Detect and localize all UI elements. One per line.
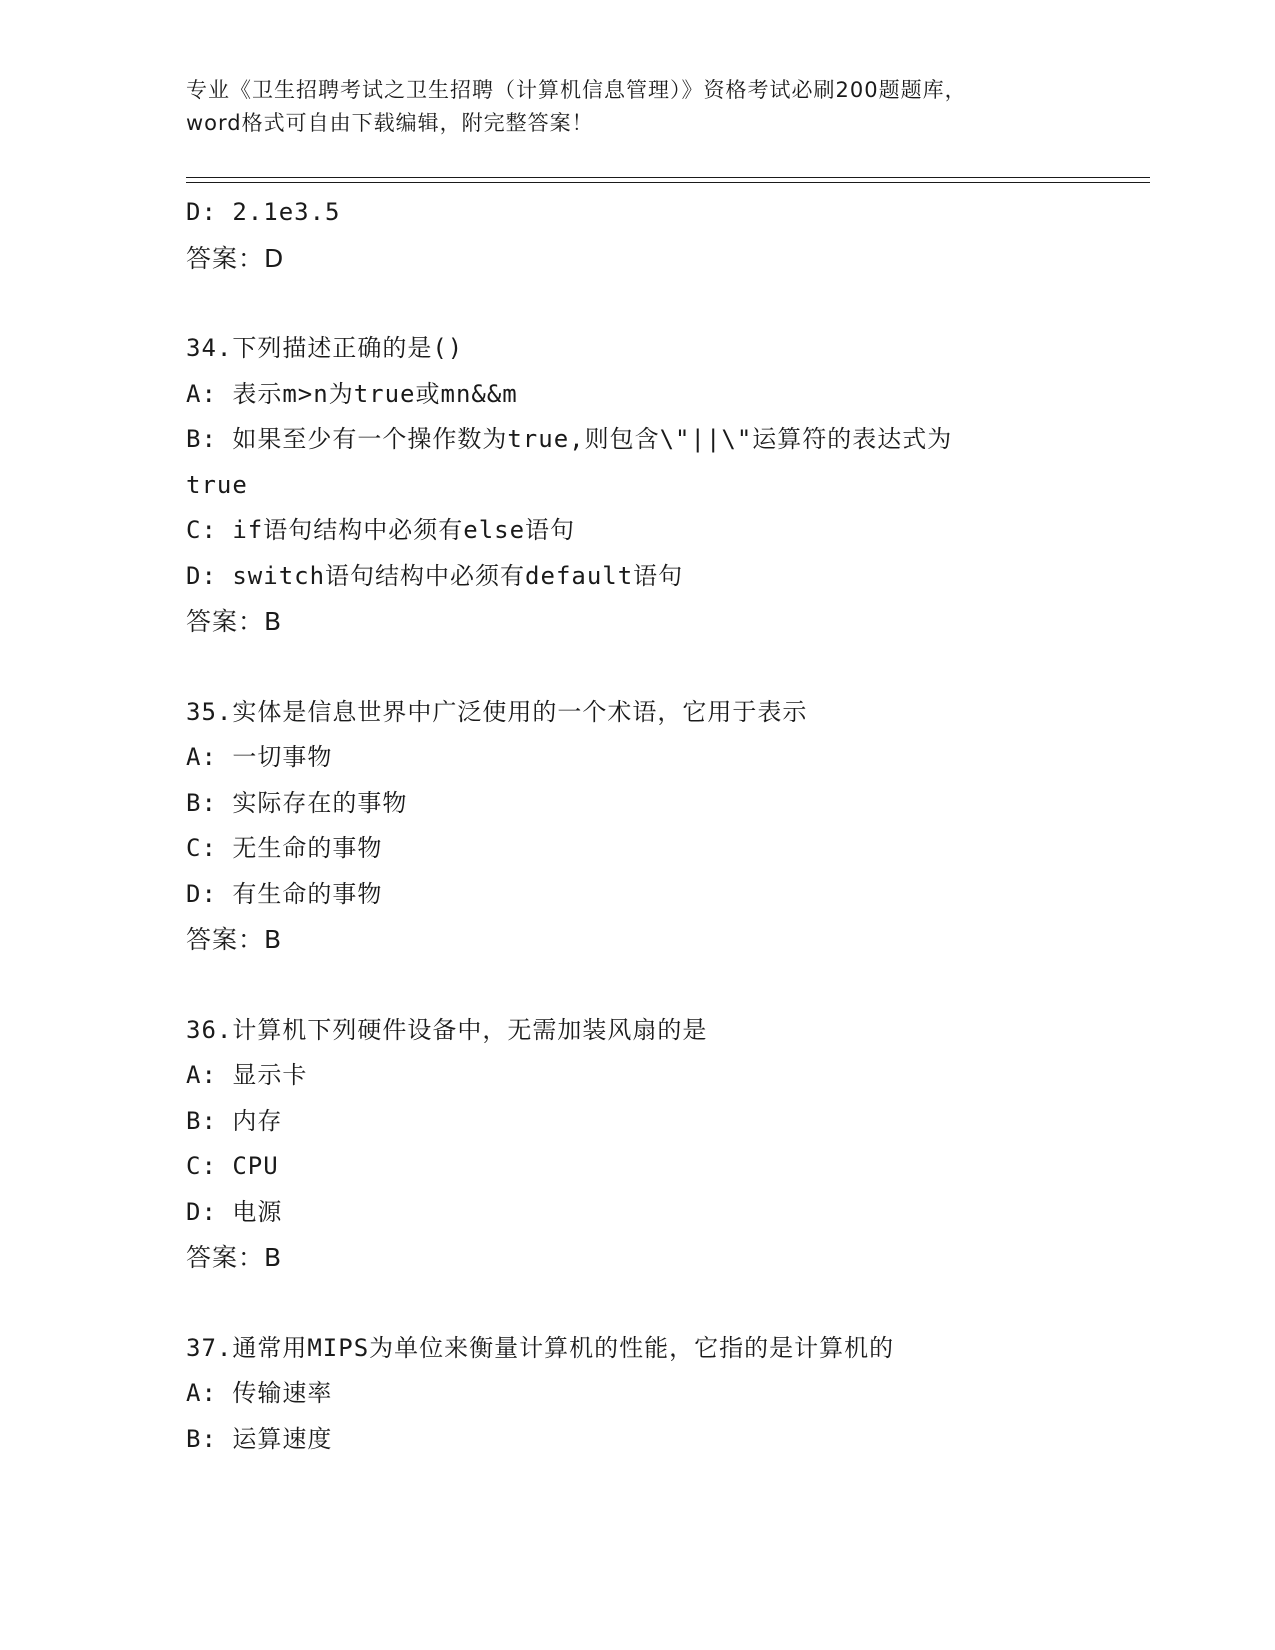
question-36 xyxy=(186,1008,1086,1281)
question-text: 34.下列描述正确的是() xyxy=(186,334,464,362)
option-d: D: 电源 xyxy=(186,1197,283,1226)
option-c: C: CPU xyxy=(186,1152,279,1180)
option-b: B: 如果至少有一个操作数为true,则包含\"||\"运算符的表达式为 xyxy=(186,425,953,453)
option-a: A: 一切事物 xyxy=(186,743,333,771)
header-divider-bottom xyxy=(186,182,1150,183)
option-a: A: 显示卡 xyxy=(186,1061,308,1089)
answer: 答案：B xyxy=(186,607,283,636)
question-33-tail xyxy=(186,190,1086,281)
option-d: D: 有生命的事物 xyxy=(186,879,383,908)
question-text: 37.通常用MIPS为单位来衡量计算机的性能，它指的是计算机的 xyxy=(186,1333,895,1362)
option-d: D: switch语句结构中必须有default语句 xyxy=(186,561,684,590)
option-b-continued: true xyxy=(186,470,248,499)
option-d: D: 2.1e3.5 xyxy=(186,198,341,226)
option-a: A: 表示m>n为true或mn&&m xyxy=(186,379,518,408)
option-b: B: 实际存在的事物 xyxy=(186,788,408,817)
answer: 答案：B xyxy=(186,1243,283,1272)
question-text: 36.计算机下列硬件设备中，无需加装风扇的是 xyxy=(186,1015,708,1044)
document-header xyxy=(186,74,1086,140)
answer: 答案：D xyxy=(186,243,285,273)
header-divider-top xyxy=(186,177,1150,178)
question-gap xyxy=(186,963,1086,1008)
answer: 答案：B xyxy=(186,925,283,954)
question-gap xyxy=(186,645,1086,690)
header-title-line-2: word格式可自由下载编辑，附完整答案！ xyxy=(186,111,594,135)
question-35 xyxy=(186,690,1086,963)
option-b: B: 内存 xyxy=(186,1106,283,1135)
question-gap xyxy=(186,281,1086,326)
header-title-line-1: 专业《卫生招聘考试之卫生招聘（计算机信息管理）》资格考试必刷200题题库， xyxy=(186,78,967,102)
question-gap xyxy=(186,1281,1086,1326)
question-34 xyxy=(186,326,1086,645)
option-c: C: if语句结构中必须有else语句 xyxy=(186,516,576,544)
option-a: A: 传输速率 xyxy=(186,1379,333,1407)
option-c: C: 无生命的事物 xyxy=(186,834,383,862)
question-text: 35.实体是信息世界中广泛使用的一个术语，它用于表示 xyxy=(186,697,808,726)
question-37 xyxy=(186,1326,1086,1463)
question-list xyxy=(186,190,1086,1462)
option-b: B: 运算速度 xyxy=(186,1424,333,1453)
